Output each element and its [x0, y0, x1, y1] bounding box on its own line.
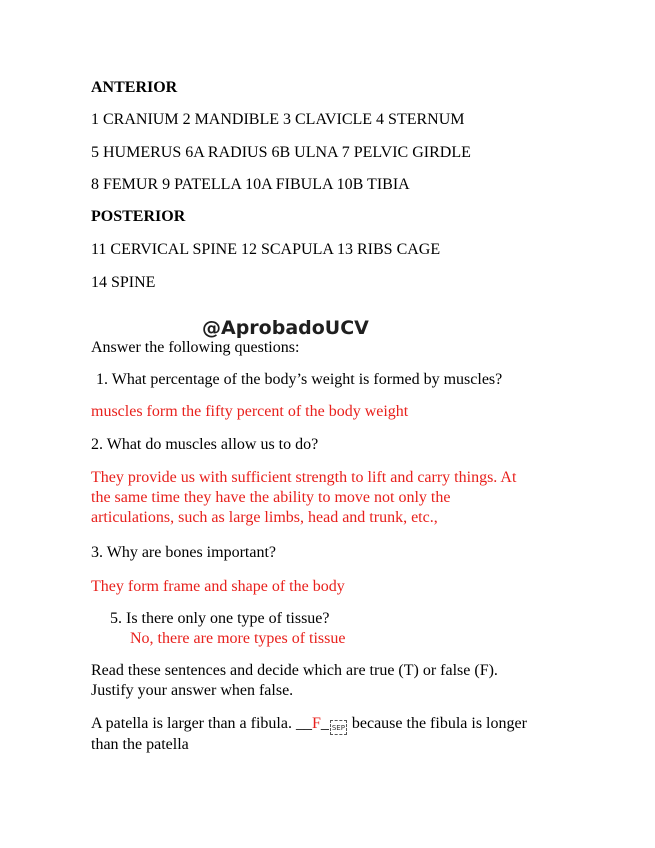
answer-5: No, there are more types of tissue	[130, 630, 346, 647]
answer-3: They form frame and shape of the body	[91, 578, 345, 595]
posterior-line-2: 14 SPINE	[91, 274, 156, 291]
answer-2-line-1: They provide us with sufficient strength to lift and carry things. At	[91, 469, 517, 486]
tf-instructions-line-2: Justify your answer when false.	[91, 682, 294, 699]
anterior-line-2: 5 HUMERUS 6A RADIUS 6B ULNA 7 PELVIC GIRDLE	[91, 144, 471, 161]
anterior-line-1: 1 CRANIUM 2 MANDIBLE 3 CLAVICLE 4 STERNUM	[91, 111, 465, 128]
watermark: @AprobadoUCV	[202, 317, 369, 339]
tf-justification: because the fibula is longer	[347, 715, 527, 732]
instructions: Answer the following questions:	[91, 339, 300, 356]
posterior-line-1: 11 CERVICAL SPINE 12 SCAPULA 13 RIBS CAGE	[91, 241, 441, 258]
question-3: 3. Why are bones important?	[91, 544, 276, 561]
tf-blank: _	[320, 715, 329, 732]
separator-glyph-icon: SEP	[330, 720, 347, 735]
tf-justification-cont: than the patella	[91, 736, 189, 753]
tf-instructions-line-1: Read these sentences and decide which are true (T) or false (F).	[91, 662, 498, 679]
question-2: 2. What do muscles allow us to do?	[91, 436, 319, 453]
tf-statement-1	[91, 714, 527, 735]
anterior-line-3: 8 FEMUR 9 PATELLA 10A FIBULA 10B TIBIA	[91, 176, 410, 193]
answer-2-line-2: the same time they have the ability to move not only the	[91, 489, 451, 506]
tf-statement-text: A patella is larger than a fibula. __	[91, 715, 312, 732]
question-5: 5. Is there only one type of tissue?	[110, 610, 330, 627]
answer-1: muscles form the fifty percent of the body weight	[91, 403, 409, 420]
anterior-heading: ANTERIOR	[91, 79, 178, 96]
tf-answer: F	[311, 715, 321, 732]
posterior-heading: POSTERIOR	[91, 208, 186, 225]
answer-2-line-3: articulations, such as large limbs, head and trunk, etc.,	[91, 509, 438, 526]
question-1: 1. What percentage of the body’s weight is formed by muscles?	[96, 371, 503, 388]
